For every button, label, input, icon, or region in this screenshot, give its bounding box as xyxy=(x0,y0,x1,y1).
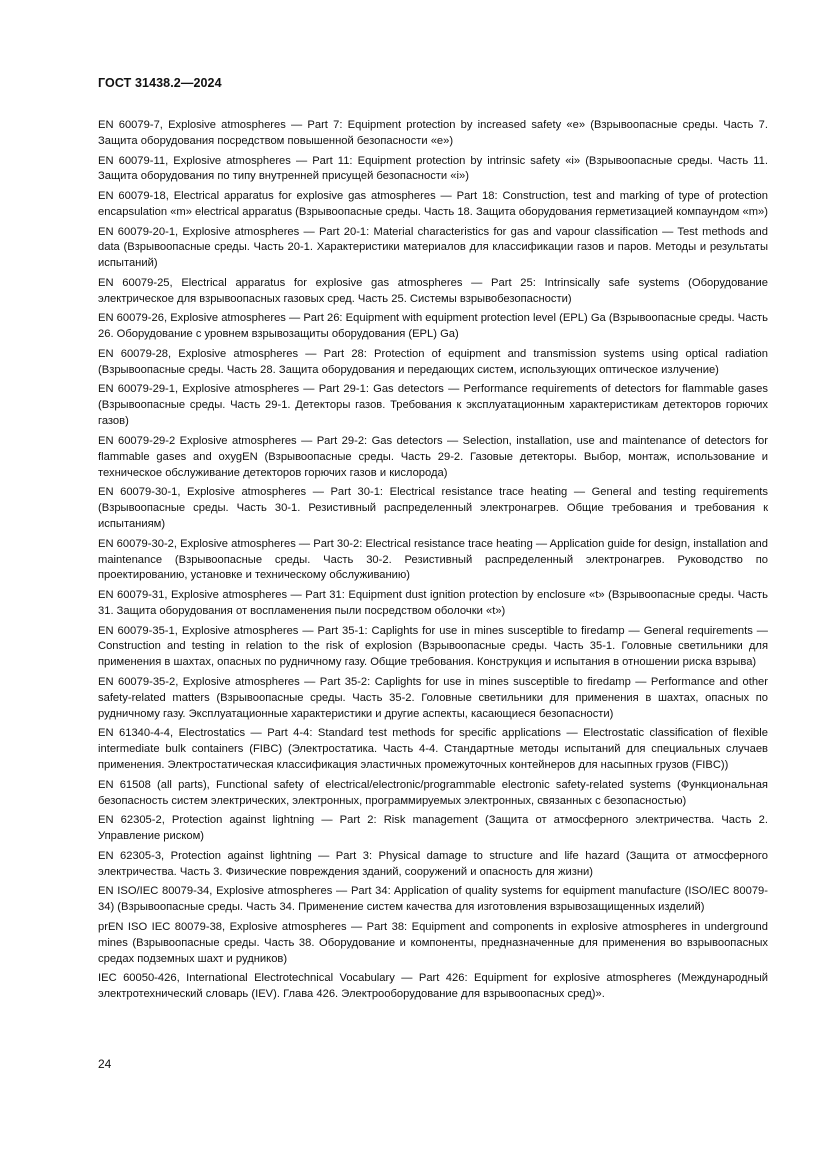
reference-entry: EN 60079-35-2, Explosive atmospheres — Part 35-2: Caplights for use in mines susceptible to firedamp — Performance and other safety-related matters (Взрывоопасные среды. Часть 35-2. Головные светильники для применения в шахтах, опасных по рудничному газу. Эксплуатационные характеристики и другие аспекты, касающиеся безопасности) xyxy=(98,675,768,720)
references-list xyxy=(98,118,768,1007)
reference-entry: prEN ISO IEC 80079-38, Explosive atmospheres — Part 38: Equipment and components in explosive atmospheres in underground mines (Взрывоопасные среды. Часть 38. Оборудование и компоненты, предназначенные для применения во взрывоопасных средах подземных шахт и рудников) xyxy=(98,920,768,965)
reference-entry: EN 60079-31, Explosive atmospheres — Part 31: Equipment dust ignition protection by enclosure «t» (Взрывоопасные среды. Часть 31. Защита оборудования от воспламенения пыли посредством оболочки «t») xyxy=(98,589,768,617)
reference-entry: IEC 60050-426, International Electrotechnical Vocabulary — Part 426: Equipment for explosive atmospheres (Международный электротехнический словарь (IEV). Глава 426. Электрооборудование для взрывоопасных сред)». xyxy=(98,972,768,1001)
reference-entry: EN 62305-2, Protection against lightning — Part 2: Risk management (Защита от атмосферного электричества. Часть 2. Управление риском) xyxy=(98,814,768,843)
reference-entry: EN 61340-4-4, Electrostatics — Part 4-4: Standard test methods for specific applications — Electrostatic classification of flexible intermediate bulk containers (FIBC) (Электростатика. Часть 4-4. Стандартные методы испытаний для специальных случаев применения. Электростатическая классификация эластичных промежуточных контейнеров для насыпных грузов (FIBC)) xyxy=(98,727,768,772)
reference-entry: EN 62305-3, Protection against lightning — Part 3: Physical damage to structure and life hazard (Защита от атмосферного электричества. Часть 3. Физические повреждения зданий, сооружений и опасность для жизни) xyxy=(98,849,768,878)
reference-entry: EN 60079-28, Explosive atmospheres — Part 28: Protection of equipment and transmission systems using optical radiation (Взрывоопасные среды. Часть 28. Защита оборудования и передающих систем, использующих оптическое излучение) xyxy=(98,347,768,376)
reference-entry: EN 60079-30-2, Explosive atmospheres — Part 30-2: Electrical resistance trace heating — Application guide for design, installation and maintenance (Взрывоопасные среды. Часть 30-2. Резистивный распределенный электронагрев. Руководство по проектированию, установке и техническому обслуживанию) xyxy=(98,537,768,582)
reference-entry: EN 60079-25, Electrical apparatus for explosive gas atmospheres — Part 25: Intrinsically safe systems (Оборудование электрическое для взрывоопасных газовых сред. Часть 25. Системы взрывобезопасности) xyxy=(98,276,768,305)
reference-entry: EN ISO/IEC 80079-34, Explosive atmospheres — Part 34: Application of quality systems for equipment manufacture (ISO/IEC 80079-34) (Взрывоопасные среды. Часть 34. Применение систем качества для изготовления взрывозащищенных изделий) xyxy=(98,885,768,914)
reference-entry: EN 60079-7, Explosive atmospheres — Part 7: Equipment protection by increased safety «e» (Взрывоопасные среды. Часть 7. Защита оборудования посредством повышенной безопасности «e») xyxy=(98,119,768,147)
reference-entry: EN 60079-20-1, Explosive atmospheres — Part 20-1: Material characteristics for gas and vapour classification — Test methods and data (Взрывоопасные среды. Часть 20-1. Характеристики материалов для классификации газов и паров. Методы и результаты испытаний) xyxy=(98,225,768,270)
page-number: 24 xyxy=(98,1057,112,1071)
reference-entry: EN 60079-29-1, Explosive atmospheres — Part 29-1: Gas detectors — Performance requirements of detectors for flammable gases (Взрывоопасные среды. Часть 29-1. Детекторы газов. Требования к эксплуатационным характеристикам детекторов горючих газов) xyxy=(98,383,768,428)
reference-entry: EN 60079-29-2 Explosive atmospheres — Part 29-2: Gas detectors — Selection, installation, use and maintenance of detectors for flammable gases and oxygEN (Взрывоопасные среды. Часть 29-2. Газовые детекторы. Выбор, монтаж, использование и техническое обслуживание детекторов горючих газов и кислорода) xyxy=(98,434,768,479)
reference-entry: EN 61508 (all parts), Functional safety of electrical/electronic/programmable electronic safety-related systems (Функциональная безопасность систем электрических, электронных, программируемых электронных, связанных с безопасностью) xyxy=(98,778,768,807)
reference-entry: EN 60079-35-1, Explosive atmospheres — Part 35-1: Caplights for use in mines susceptible to firedamp — General requirements — Construction and testing in relation to the risk of explosion (Взрывоопасные среды. Часть 35-1. Головные светильники для применения в шахтах, опасных по рудничному газу. Общие требования. Конструкция и испытания в отношении риска взрыва) xyxy=(98,624,768,669)
reference-entry: EN 60079-26, Explosive atmospheres — Part 26: Equipment with equipment protection level (EPL) Ga (Взрывоопасные среды. Часть 26. Оборудование с уровнем взрывозащиты оборудования (EPL) Ga) xyxy=(98,312,768,341)
reference-entry: EN 60079-11, Explosive atmospheres — Part 11: Equipment protection by intrinsic safety «i» (Взрывоопасные среды. Часть 11. Защита оборудования по типу внутренней присущей безопасности «i») xyxy=(98,154,768,183)
reference-entry: EN 60079-18, Electrical apparatus for explosive gas atmospheres — Part 18: Construction, test and marking of type of protection encapsulation «m» electrical apparatus (Взрывоопасные среды. Часть 18. Защита оборудования герметизацией компаундом «m») xyxy=(98,190,768,218)
document-header: ГОСТ 31438.2—2024 xyxy=(98,76,222,90)
reference-entry: EN 60079-30-1, Explosive atmospheres — Part 30-1: Electrical resistance trace heating — General and testing requirements (Взрывоопасные среды. Часть 30-1. Резистивный распределенный электронагрев. Общие требования и требования к испытаниям) xyxy=(98,486,768,531)
